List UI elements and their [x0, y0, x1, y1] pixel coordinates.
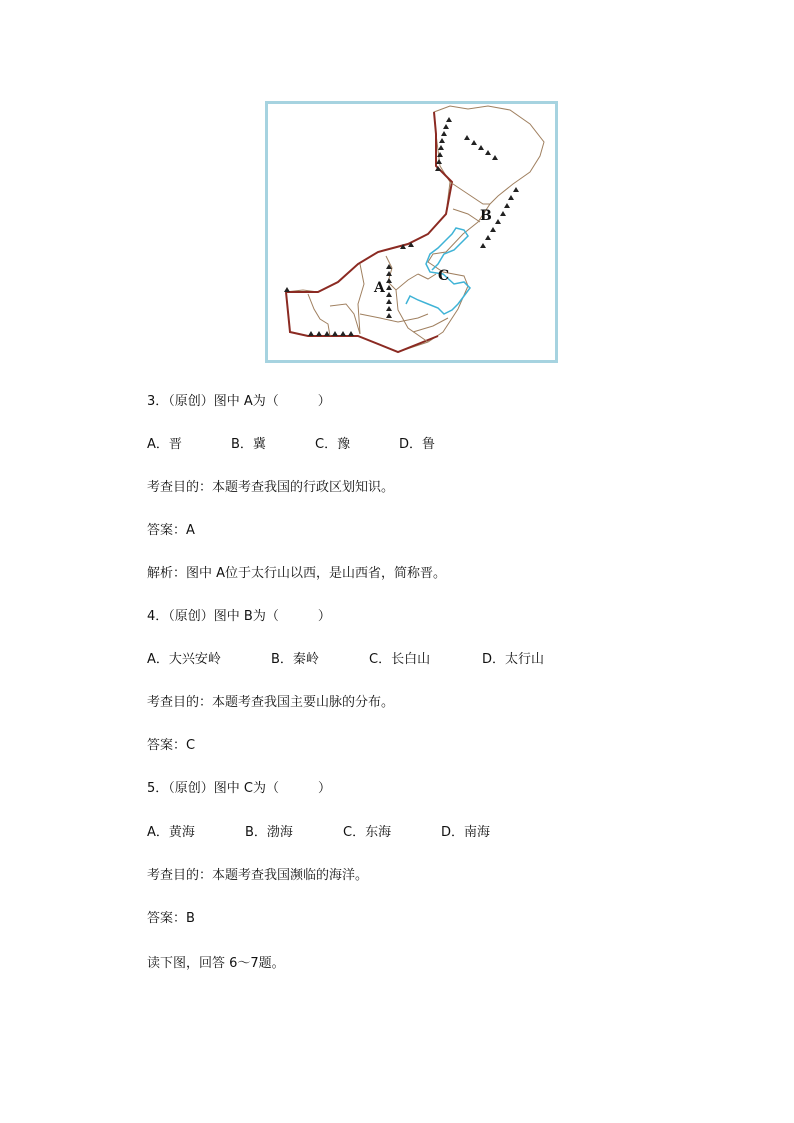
- q3-analysis: 解析：图中 A位于太行山以西，是山西省，简称晋。: [147, 566, 447, 581]
- q3-stem: 3．（原创）图中 A为（ ）: [147, 394, 331, 409]
- q5-option-b: B．渤海: [245, 825, 293, 840]
- q3-option-a: A．晋: [147, 437, 182, 452]
- region-map: [268, 104, 555, 360]
- q3-answer: 答案：A: [147, 523, 195, 538]
- map-label-b: B: [480, 208, 492, 224]
- q5-purpose: 考查目的：本题考查我国濒临的海洋。: [147, 868, 369, 883]
- west-border: [286, 292, 438, 352]
- q3-option-c: C．豫: [315, 437, 351, 452]
- q4-option-c: C．长白山: [369, 652, 431, 667]
- q4-answer: 答案：C: [147, 738, 196, 753]
- map-label-a: A: [374, 280, 385, 296]
- q3-option-d: D．鲁: [399, 437, 436, 452]
- map-figure: [265, 101, 558, 363]
- q4-option-d: D．太行山: [482, 652, 545, 667]
- q3-purpose: 考查目的：本题考查我国的行政区划知识。: [147, 480, 395, 495]
- q4-option-b: B．秦岭: [271, 652, 319, 667]
- q4-purpose: 考查目的：本题考查我国主要山脉的分布。: [147, 695, 395, 710]
- q5-answer: 答案：B: [147, 911, 195, 926]
- q3-option-b: B．冀: [231, 437, 266, 452]
- q5-stem: 5．（原创）图中 C为（ ）: [147, 781, 331, 796]
- q5-option-a: A．黄海: [147, 825, 195, 840]
- next-instruction: 读下图，回答 6～7题。: [147, 956, 285, 971]
- mountain-markers: [284, 117, 519, 336]
- q3-options: [147, 437, 435, 453]
- q4-option-a: A．大兴安岭: [147, 652, 221, 667]
- q5-options: [147, 825, 490, 841]
- outer-boundary: [286, 106, 544, 352]
- q5-option-c: C．东海: [343, 825, 392, 840]
- q4-stem: 4．（原创）图中 B为（ ）: [147, 609, 331, 624]
- q5-option-d: D．南海: [441, 825, 491, 840]
- province-boundaries: [308, 182, 490, 342]
- q4-options: [147, 652, 544, 668]
- map-label-c: C: [438, 268, 450, 284]
